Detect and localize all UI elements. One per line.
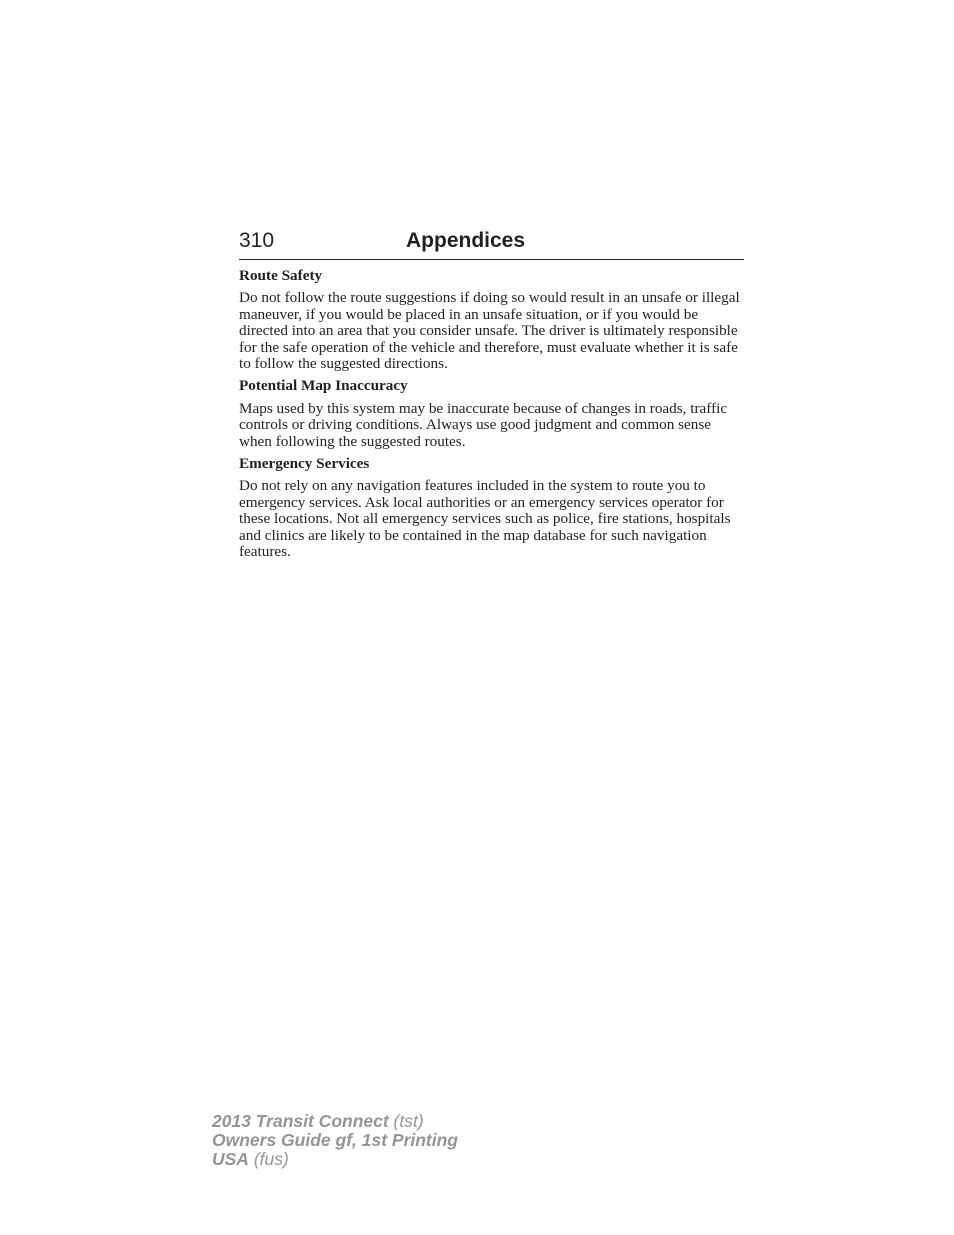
heading-potential-map-inaccuracy: Potential Map Inaccuracy <box>239 377 408 395</box>
footer-market: USA <box>212 1149 249 1169</box>
print-footer <box>212 1112 458 1169</box>
footer-model: 2013 Transit Connect <box>212 1111 389 1131</box>
page-number: 310 <box>239 229 275 252</box>
heading-emergency-services: Emergency Services <box>239 455 370 473</box>
footer-guide: Owners Guide gf, 1st Printing <box>212 1130 458 1150</box>
footer-line-3 <box>212 1150 458 1169</box>
footer-line-1 <box>212 1112 458 1131</box>
footer-model-code: (tst) <box>388 1111 424 1131</box>
paragraph-emergency-services: Do not rely on any navigation features included in the system to route you to emergency services. Ask local authorities or an emergency services operator for these locations. Not all emergency services such as police, fire stations, hospitals and clinics are likely to be contained in the map database for such navigation features. <box>239 477 731 561</box>
section-title: Appendices <box>406 229 526 252</box>
footer-market-code: (fus) <box>248 1149 289 1169</box>
paragraph-route-safety: Do not follow the route suggestions if doing so would result in an unsafe or illegal maneuver, if you would be placed in an unsafe situation, or if you would be directed into an area that you consider unsafe. The driver is ultimately responsible for the safe operation of the vehicle and therefore, must evaluate whether it is safe to follow the suggested directions. <box>239 289 740 373</box>
page-content <box>239 268 744 567</box>
heading-route-safety: Route Safety <box>239 267 323 284</box>
footer-line-2 <box>212 1131 458 1150</box>
page-header <box>239 228 744 260</box>
paragraph-potential-map-inaccuracy: Maps used by this system may be inaccurate because of changes in roads, traffic controls or driving conditions. Always use good judgment and common sense when following the suggested routes. <box>239 399 728 450</box>
